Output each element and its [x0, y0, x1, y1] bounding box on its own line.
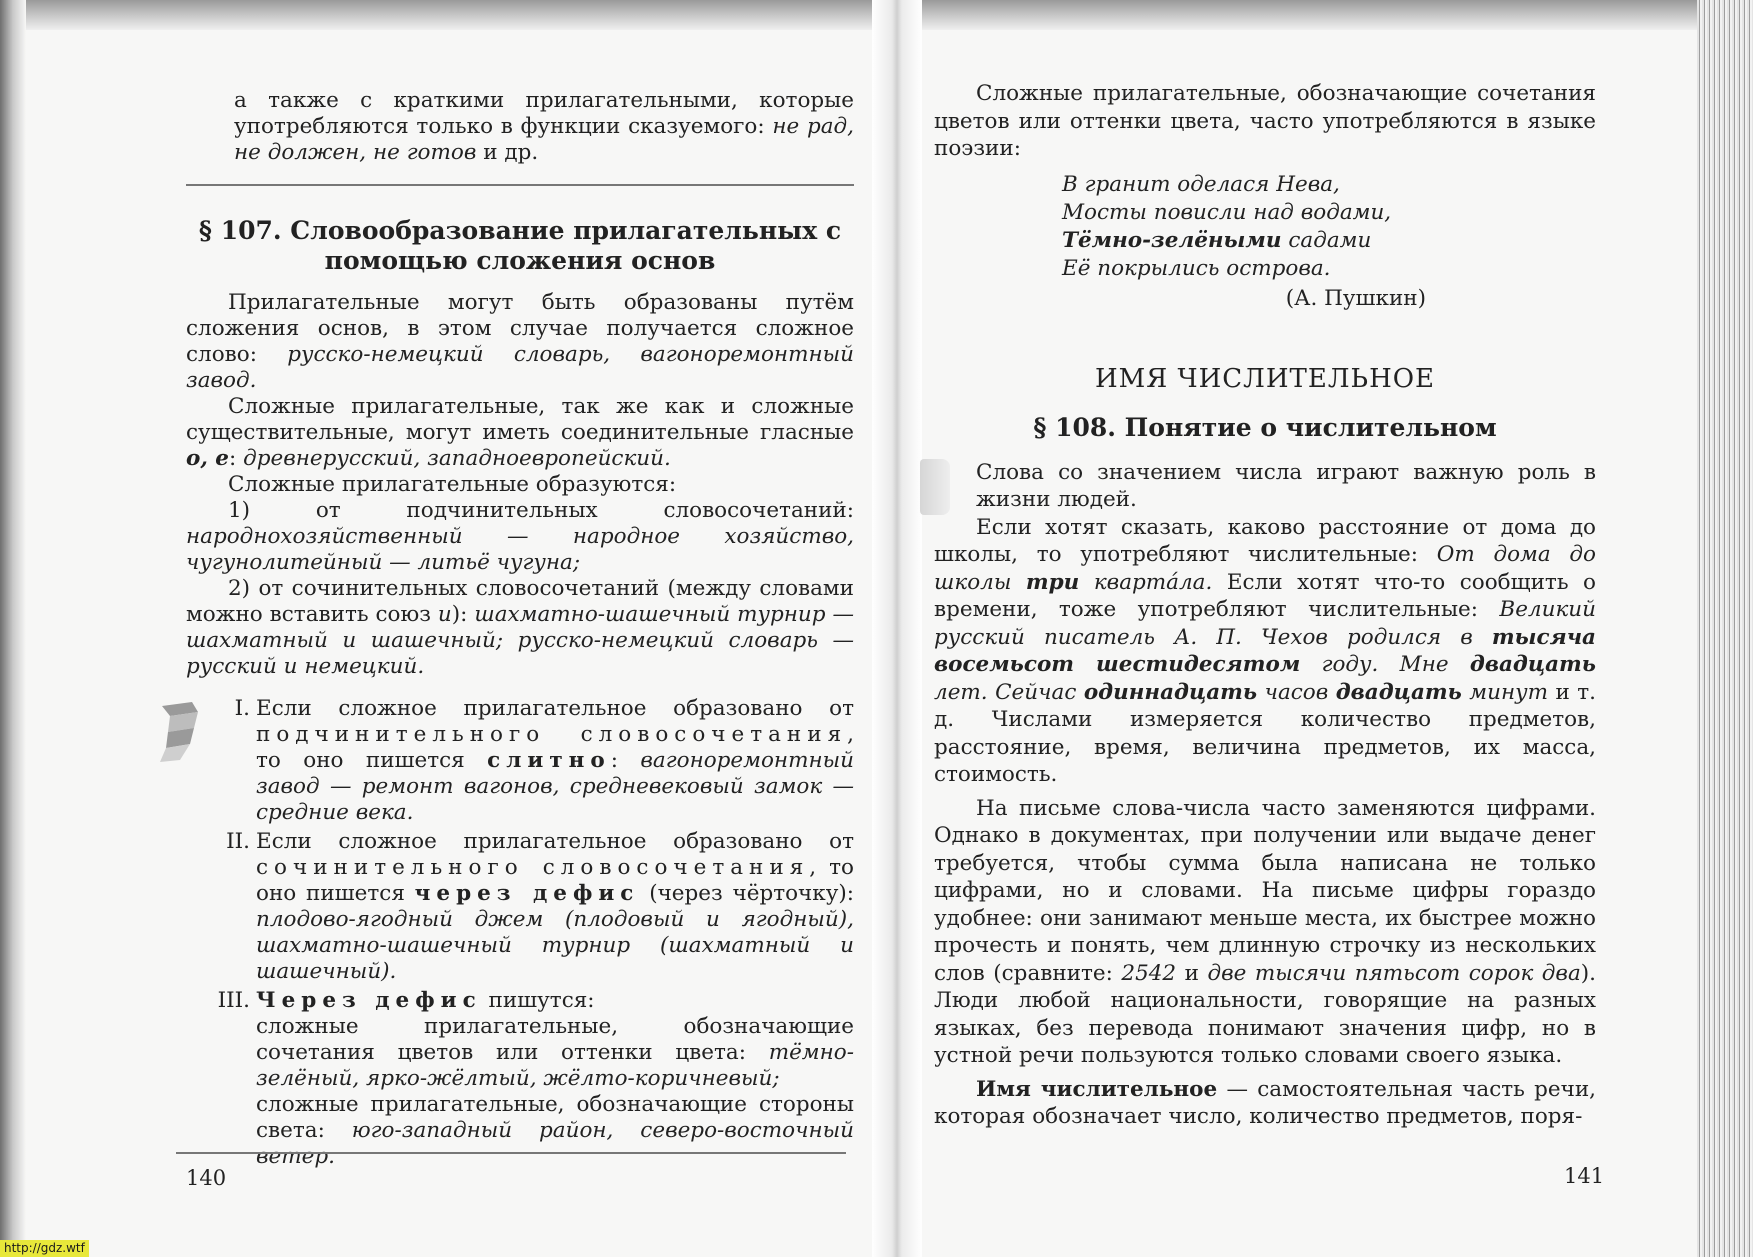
section-title-108: § 108. Понятие о числительном [1033, 412, 1497, 442]
list-text: ): [451, 602, 475, 627]
paragraph: Сложные прилагательные образуются: [228, 472, 677, 497]
rule-keyword: Через дефис [256, 988, 482, 1013]
rule-text: пишутся: [481, 988, 595, 1013]
paragraph-text: Прилагательные могут быть образованы путём сложения основ, в этом случае получается сложное слово: [186, 290, 854, 367]
watermark-label: http://gdz.wtf [0, 1240, 89, 1257]
poem-line: В гранит оделася Нева, [1062, 171, 1340, 197]
left-page [186, 88, 854, 1173]
rule-text: Если сложное прилагательное образовано от [256, 829, 854, 854]
numeral: тысяча восемьсот шестидесятом [934, 624, 1596, 677]
scan-left-edge [0, 0, 26, 1257]
page-number-right: 141 [1564, 1164, 1605, 1188]
paragraph-example: две тысячи пятьсот сорок два [1207, 960, 1581, 986]
poem-highlight: Тёмно-зелёными [1062, 227, 1282, 253]
rule-text: Если сложное прилагательное образовано от [256, 696, 854, 721]
list-text: 1) от подчинительных словосочетаний: [228, 498, 854, 523]
paragraph-example: часов [1257, 679, 1336, 705]
paragraph: Слова со значением числа играют важную роль в жизни людей. [976, 459, 1596, 512]
divider [176, 1152, 846, 1154]
paragraph [934, 795, 1596, 1070]
margin-marker-icon [920, 459, 950, 515]
spelling-rules [186, 696, 854, 1170]
poem-line: Мосты повисли над водами, [1062, 199, 1392, 225]
numeral: три [1025, 569, 1080, 595]
right-page [934, 80, 1596, 1131]
definition [934, 1076, 1596, 1131]
intro-text: а также с краткими прилагательными, которые употребляются только в функции сказуемого: [234, 88, 854, 139]
page-number-left: 140 [186, 1166, 227, 1190]
paragraph-example: квартáла. [1079, 569, 1213, 595]
paragraph-example: русско-немецкий словарь, вагоноремонтный завод. [186, 342, 854, 393]
rule-item [234, 696, 854, 826]
rule-text: сложные прилагательные, обозначающие сочетания цветов или оттенки цвета: [256, 1014, 854, 1065]
divider [186, 184, 854, 186]
list-item [186, 576, 854, 680]
poem-line [1062, 227, 1596, 255]
paragraph-example: лет. Сейчас [934, 679, 1084, 705]
rule-number: II. [226, 829, 250, 854]
paragraph-example: 2542 [1121, 960, 1177, 986]
paragraph-example: Великий русский писатель А. П. Чехов родился в [934, 597, 1596, 650]
intro-example: не рад, не должен, не готов [234, 114, 854, 165]
rule-keyword: слитно [487, 748, 611, 773]
section-body [934, 459, 1596, 514]
intro-text-end: и др. [476, 140, 539, 165]
list-text: 2) от сочинительных словосочетаний (между словами можно вставить союз [186, 576, 854, 627]
connecting-vowels: о, е [186, 446, 229, 471]
chapter-title: ИМЯ ЧИСЛИТЕЛЬНОЕ [1094, 363, 1436, 394]
rule-example: тёмно-зелёный, ярко-жёлтый, жёлто-коричневый; [256, 1040, 854, 1091]
numeral: двадцать [1335, 679, 1462, 705]
conjunction: и [437, 602, 452, 627]
numeral: одиннадцать [1083, 679, 1258, 705]
rule-text: (через чёрточку): [639, 881, 854, 906]
paragraph-text: и [1176, 960, 1208, 986]
list-example: шахматно-шашечный турнир — шахматный и шашечный; русско-немецкий словарь — русский и немецкий. [186, 602, 854, 679]
rule-example: юго-западный район, северо-восточный ветер. [256, 1118, 854, 1169]
poem [1062, 171, 1596, 313]
paragraph-text: Если хотят сказать, каково расстояние от дома до школы, то употребляют числительные: [934, 514, 1596, 567]
paragraph-text: Сложные прилагательные, так же как и сложные существительные, могут иметь соединительные гласные [186, 394, 854, 445]
left-intro [186, 88, 854, 166]
rule-item [217, 988, 854, 1170]
rule-example: вагоноремонтный завод — ремонт вагонов, средневековый замок — средние века. [256, 748, 854, 825]
paragraph-text: — самостоятельная часть речи, которая обозначает число, количество предметов, поря- [934, 1076, 1596, 1129]
rule-text: , то оно пишется [256, 722, 854, 773]
rule-number: III. [217, 988, 250, 1013]
page-stack-edge [1697, 0, 1753, 1257]
paragraph-text: На письме слова-числа часто заменяются цифрами. Однако в документах, при получении или выдаче денег требуется, чтобы сумма была написана не только цифрами, но и словами. На письме цифры гораздо удобнее: они занимают меньше места, их быстрее можно прочесть и понять, чем длинную строчку из нескольких слов (сравните: [934, 795, 1596, 986]
poem-author: (А. Пушкин) [1285, 285, 1426, 311]
section-title-107: § 107. Словообразование прилагательных с помощью сложения основ [198, 216, 842, 275]
paragraph [186, 394, 854, 472]
rule-item [226, 829, 854, 985]
rule-term: подчинительного словосочетания [256, 722, 848, 747]
rule-book-icon [158, 698, 202, 764]
rule-number: I. [234, 696, 250, 721]
paragraph: Сложные прилагательные, обозначающие сочетания цветов или оттенки цвета, часто употребляются в языке поэзии: [934, 81, 1596, 161]
paragraph-text: ). Люди любой национальности, говорящие на разных языках, без перевода понимают значения цифр, но в устной речи пользуются только словами своего языка. [934, 960, 1596, 1068]
list-item [186, 498, 854, 576]
poem-line: Её покрылись острова. [1062, 255, 1331, 281]
rule-text: : [610, 748, 641, 773]
rule-term: сочинительного словосочетания [256, 855, 810, 880]
rule-keyword: через дефис [414, 881, 640, 906]
list-example: народнохозяйственный — народное хозяйство, чугунолитейный — литьё чугуна; [186, 524, 854, 575]
rule-text: , то оно пишется [256, 855, 854, 906]
paragraph-example: году. Мне [1300, 652, 1470, 677]
paragraph-example: древнерусский, западноевропейский. [243, 446, 671, 471]
book-gutter [872, 0, 922, 1257]
numeral: двадцать [1469, 652, 1596, 677]
rule-example: плодово-ягодный джем (плодовый и ягодный), шахматно-шашечный турнир (шахматный и шашечный). [256, 907, 854, 984]
paragraph-text: : [229, 446, 244, 471]
paragraph-text: Если хотят что-то сообщить о времени, тоже употребляют числительные: [934, 569, 1596, 622]
paragraph-text: и т. д. Числами измеряется количество предметов, расстояние, время, величина предметов, их масса, стоимость. [934, 679, 1596, 787]
paragraph [934, 514, 1596, 789]
poem-text: садами [1281, 227, 1372, 253]
paragraph-example: От дома до школы [934, 542, 1596, 595]
defined-term: Имя числительное [976, 1076, 1218, 1102]
paragraph [186, 290, 854, 394]
rule-text: сложные прилагательные, обозначающие стороны света: [256, 1092, 854, 1143]
paragraph-example: минут [1461, 679, 1548, 705]
